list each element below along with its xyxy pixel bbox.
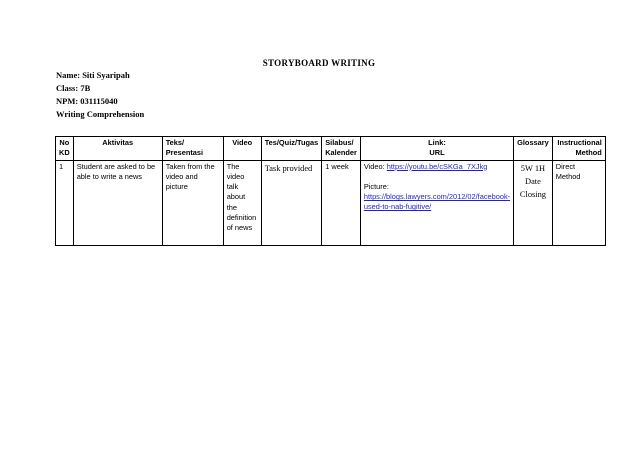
student-npm: NPM: 031115040 [56, 96, 118, 106]
student-info [56, 69, 144, 121]
cell-tes: Task provided [261, 160, 322, 245]
video-line: The [226, 161, 240, 171]
video-line: about [226, 192, 246, 202]
method-line1: Direct [555, 161, 576, 171]
student-name: Name: Siti Syaripah [56, 70, 130, 80]
video-link[interactable]: https://youtu.be/cSKGa_7XJkg [386, 161, 488, 171]
video-line: the [226, 202, 237, 212]
cell-link [360, 160, 513, 245]
cell-teks: Taken from the video and picture [162, 160, 223, 245]
student-class: Class: 7B [56, 83, 91, 93]
video-line: of news [226, 223, 253, 233]
header-method-line1: Instructional [557, 138, 602, 147]
table-header-row [56, 137, 606, 161]
cell-silabus: 1 week [322, 160, 361, 245]
header-no: No [59, 138, 70, 147]
page-title: STORYBOARD WRITING [262, 58, 376, 68]
picture-link[interactable] [364, 192, 510, 213]
cell-no: 1 [56, 160, 74, 245]
header-method [552, 137, 605, 161]
cell-video [223, 160, 261, 245]
cell-glossary [514, 160, 553, 245]
header-video: Video [223, 137, 261, 161]
header-no-kd [56, 137, 74, 161]
glossary-item: 5W 1H [520, 163, 546, 173]
video-link-line [364, 162, 510, 172]
header-teks-line2: Presentasi [165, 148, 204, 158]
cell-method [552, 160, 605, 245]
cell-aktivitas: Student are asked to be able to write a news [73, 160, 162, 245]
picture-link-line1[interactable]: https://blogs.lawyers.com/2012/02/facebook- [363, 192, 511, 202]
picture-link-label: Picture: [363, 181, 389, 191]
glossary-item: Closing [519, 189, 546, 199]
header-silabus [322, 137, 361, 161]
header-teks [162, 137, 223, 161]
header-glossary: Glossary [514, 137, 553, 161]
method-line2: Method [555, 171, 581, 181]
table-row [56, 160, 606, 245]
header-link-line2: URL [429, 148, 445, 158]
course-name: Writing Comprehension [56, 109, 145, 119]
header-tes: Tes/Quiz/Tugas [261, 137, 322, 161]
storyboard-table [55, 136, 606, 246]
picture-link-line2[interactable]: used-to-nab-fugitive/ [363, 202, 432, 212]
glossary-item: Date [525, 176, 541, 186]
header-aktivitas: Aktivitas [73, 137, 162, 161]
video-line: video [226, 171, 245, 181]
header-kd: KD [59, 148, 70, 158]
header-teks-line1: Teks/ [165, 138, 185, 147]
video-line: talk [226, 182, 239, 192]
header-link-line1: Link: [428, 138, 446, 147]
header-silabus-line2: Kalender [325, 148, 357, 158]
header-method-line2: Method [575, 148, 602, 158]
video-link-label: Video: [363, 161, 387, 171]
header-silabus-line1: Silabus/ [325, 138, 354, 147]
video-line: definition [226, 213, 257, 223]
header-link [360, 137, 513, 161]
